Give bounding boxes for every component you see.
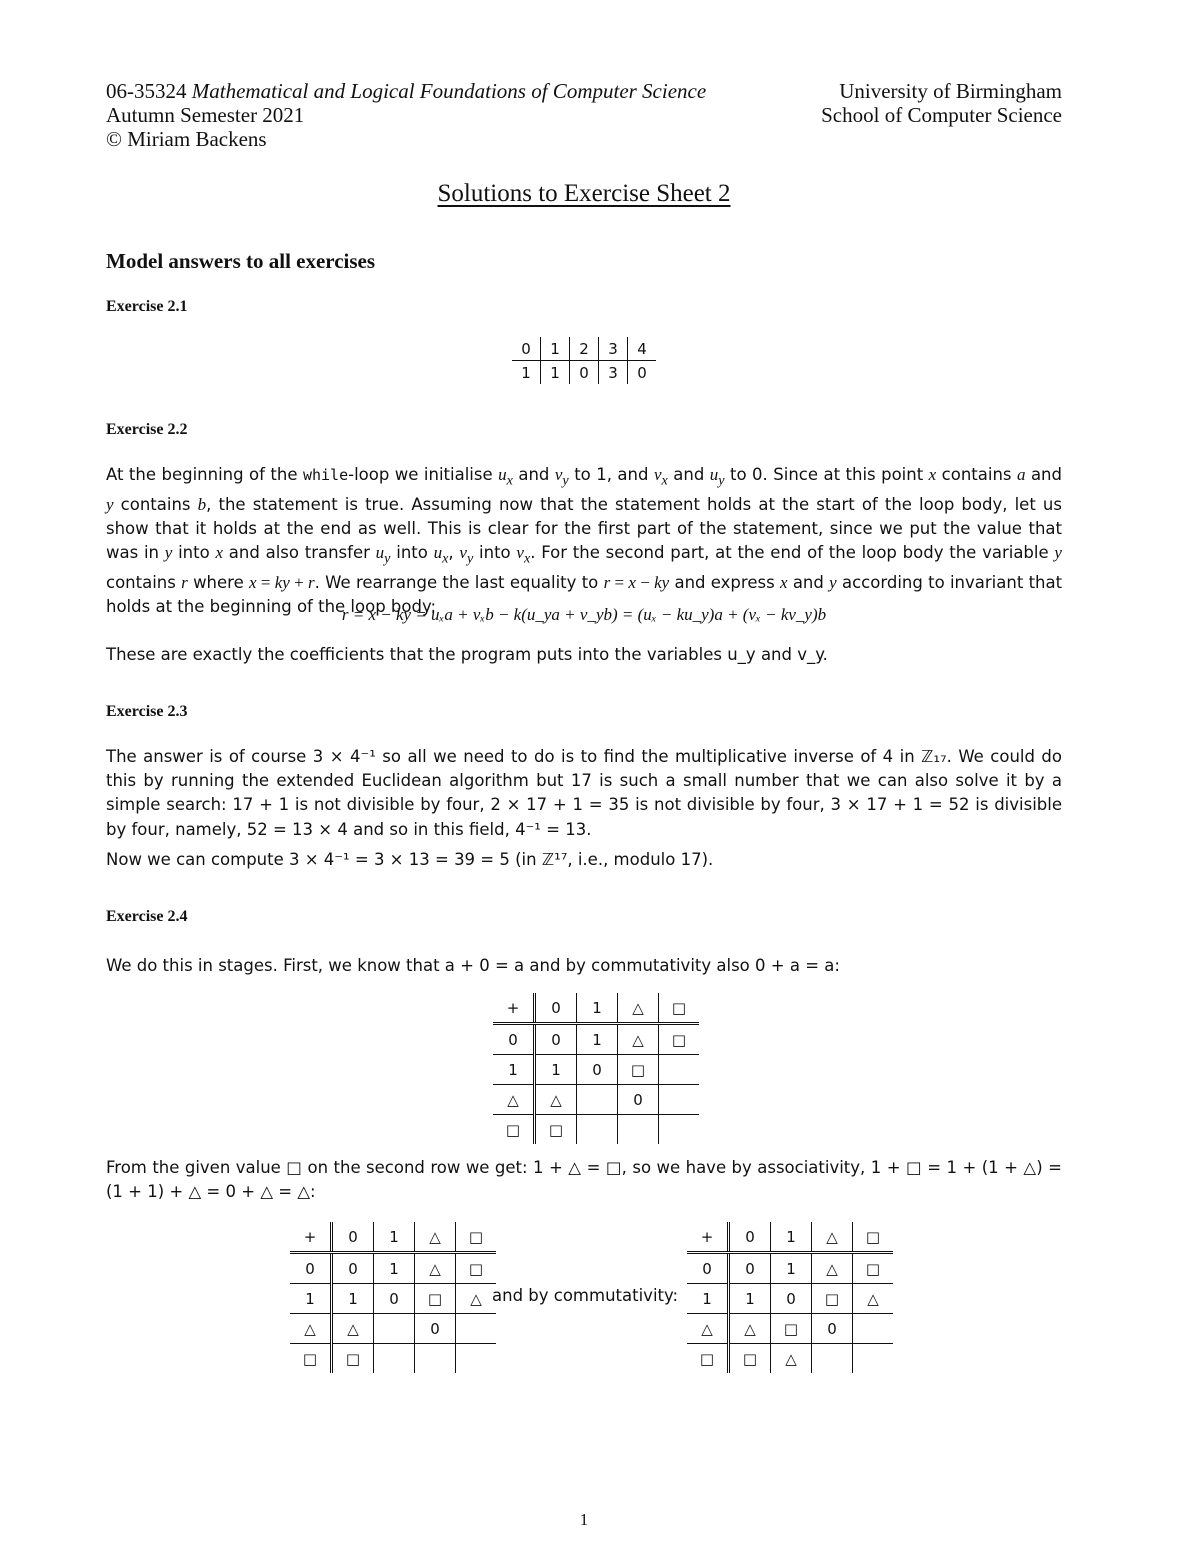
table-cell: □ xyxy=(812,1284,853,1314)
ex3-heading: Exercise 2.3 xyxy=(106,703,188,720)
table-cell xyxy=(577,1085,618,1115)
school: School of Computer Science xyxy=(821,103,1062,127)
table-cell xyxy=(659,1055,700,1085)
ex2-paragraph-2: These are exactly the coefficients that the program puts into the variables u_y and v_y. xyxy=(106,645,828,664)
table-cell: 2 xyxy=(570,337,599,361)
table-cell: 0 xyxy=(332,1222,374,1253)
table-cell: 3 xyxy=(599,337,628,361)
table-cell: 0 xyxy=(535,993,577,1024)
table-cell xyxy=(659,1085,700,1115)
author: © Miriam Backens xyxy=(106,127,267,151)
table-cell xyxy=(456,1344,497,1374)
table-cell: △ xyxy=(618,1024,659,1055)
table-cell: + xyxy=(493,993,535,1024)
table-cell: 0 xyxy=(729,1253,771,1284)
table-cell xyxy=(456,1314,497,1344)
table-cell: □ xyxy=(659,1024,700,1055)
code-while: while xyxy=(302,466,349,484)
ex2-heading: Exercise 2.2 xyxy=(106,421,188,438)
ex1-heading: Exercise 2.1 xyxy=(106,298,188,315)
table-cell: □ xyxy=(853,1253,894,1284)
course-title: Mathematical and Logical Foundations of Computer Science xyxy=(191,79,707,103)
table-cell: 1 xyxy=(771,1222,812,1253)
table-cell: 0 xyxy=(771,1284,812,1314)
table-cell xyxy=(415,1344,456,1374)
table-cell: 1 xyxy=(493,1055,535,1085)
table-cell xyxy=(812,1344,853,1374)
ex4-table-2 xyxy=(290,1222,496,1373)
ex2-paragraph: At the beginning of the while-loop we initialise $u_x$ and $v_y$ to 1, and $v_x$ and $u_y$ to 0. Since at this point x contains a and y contains b, the statement is true. Assuming now that the statement holds at the start of the loop body, let us show that it holds at the end as well. This is clear for the first part of the statement, since we put the value that was in y into x and also transfer $u_y$ into $u_x$, $v_y$ into $v_x$. For the second part, at the end of the loop body the variable y contains r where x = ky + r. We rearrange the last equality to r = x − ky and express x and y according to invariant that holds at the beginning of the loop body: xyxy=(106,465,1063,616)
table-cell: 4 xyxy=(628,337,657,361)
table-cell: □ xyxy=(302,1349,318,1368)
ex3-paragraph: The answer is of course 3 × 4⁻¹ so all we need to do is to find the multiplicative inverse of 4 in ℤ₁₇. We could do this by running the extended Euclidean algorithm but 17 is such a small number that we can also solve it by a simple search: 17 + 1 is not divisible by four, 2 × 17 + 1 = 35 is not divisible by four, 3 × 17 + 1 = 52 is divisible by four, namely, 52 = 13 × 4 and so in this field, 4⁻¹ = 13. xyxy=(106,747,1062,839)
table-cell: 1 xyxy=(577,1024,618,1055)
table-cell: 0 xyxy=(512,337,541,361)
table-cell: 1 xyxy=(577,993,618,1024)
table-cell: △ xyxy=(687,1314,729,1344)
table-cell: 0 xyxy=(332,1253,374,1284)
table-cell: 0 xyxy=(628,361,657,385)
ex4-table-3 xyxy=(687,1222,893,1373)
table-cell xyxy=(659,1115,700,1145)
table-cell: 1 xyxy=(541,361,570,385)
ex1-table xyxy=(512,337,656,384)
table-cell: △ xyxy=(493,1085,535,1115)
course-code: 06-35324 xyxy=(106,79,187,103)
table-cell xyxy=(374,1314,415,1344)
table-cell: □ xyxy=(456,1222,497,1253)
table-cell: 1 xyxy=(535,1055,577,1085)
ex2-equation: r = x − ky = uₓa + vₓb − k(u_ya + v_yb) = (uₓ − ku_y)a + (vₓ − kv_y)b xyxy=(341,605,827,624)
table-cell: △ xyxy=(812,1222,853,1253)
table-cell: △ xyxy=(535,1085,577,1115)
university: University of Birmingham xyxy=(839,79,1062,103)
table-cell: □ xyxy=(415,1284,456,1314)
table-cell: □ xyxy=(771,1314,812,1344)
ex4-table-1 xyxy=(493,993,699,1144)
table-cell: 0 xyxy=(535,1024,577,1055)
table-cell xyxy=(374,1344,415,1374)
table-cell: △ xyxy=(456,1284,497,1314)
table-cell: □ xyxy=(659,993,700,1024)
table-cell: □ xyxy=(332,1344,374,1374)
table-cell: 3 xyxy=(599,361,628,385)
course-line xyxy=(106,79,706,103)
table-cell: 0 xyxy=(687,1253,729,1284)
table-cell xyxy=(853,1314,894,1344)
ex4-paragraph-2: From the given value □ on the second row we get: 1 + △ = □, so we have by associativity, 1 + □ = 1 + (1 + △) = (1 + 1) + △ = 0 + △ = △: xyxy=(106,1158,1062,1202)
table-cell: 0 xyxy=(290,1253,332,1284)
table-cell: □ xyxy=(699,1349,715,1368)
table-cell: △ xyxy=(853,1284,894,1314)
table-cell: 1 xyxy=(290,1284,332,1314)
table-cell: 0 xyxy=(493,1024,535,1055)
table-cell: □ xyxy=(505,1120,521,1139)
table-cell: △ xyxy=(290,1314,332,1344)
section-heading: Model answers to all exercises xyxy=(106,249,376,273)
table-cell: □ xyxy=(456,1253,497,1284)
table-cell: △ xyxy=(332,1314,374,1344)
table-cell: 1 xyxy=(374,1222,415,1253)
table-cell: 0 xyxy=(812,1314,853,1344)
table-cell: 1 xyxy=(729,1284,771,1314)
table-cell: + xyxy=(687,1222,729,1253)
table-cell xyxy=(618,1115,659,1145)
table-cell: 0 xyxy=(415,1314,456,1344)
table-cell: 0 xyxy=(374,1284,415,1314)
table-cell: △ xyxy=(729,1314,771,1344)
ex4-heading: Exercise 2.4 xyxy=(106,908,188,925)
ex4-paragraph: We do this in stages. First, we know that a + 0 = a and by commutativity also 0 + a = a: xyxy=(106,956,840,975)
table-cell: 1 xyxy=(332,1284,374,1314)
page-title: Solutions to Exercise Sheet 2 xyxy=(437,180,731,207)
table-cell: □ xyxy=(853,1222,894,1253)
table-cell: △ xyxy=(415,1222,456,1253)
table-cell: 0 xyxy=(618,1085,659,1115)
table-cell: 0 xyxy=(729,1222,771,1253)
table-cell: □ xyxy=(535,1115,577,1145)
ex3-paragraph-2: Now we can compute 3 × 4⁻¹ = 3 × 13 = 39 = 5 (in ℤ¹⁷, i.e., modulo 17). xyxy=(106,850,714,869)
table-cell: □ xyxy=(729,1344,771,1374)
table-cell: △ xyxy=(618,993,659,1024)
table-cell: 1 xyxy=(687,1284,729,1314)
page-number: 1 xyxy=(579,1510,589,1529)
table-cell xyxy=(577,1115,618,1145)
table-cell: 1 xyxy=(771,1253,812,1284)
table-cell: □ xyxy=(618,1055,659,1085)
table-cell: + xyxy=(290,1222,332,1253)
semester: Autumn Semester 2021 xyxy=(106,103,305,127)
table-cell: 0 xyxy=(570,361,599,385)
table-cell xyxy=(853,1344,894,1374)
between-label: and by commutativity: xyxy=(492,1286,679,1305)
table-cell: 1 xyxy=(374,1253,415,1284)
table-cell: △ xyxy=(771,1344,812,1374)
table-cell: △ xyxy=(415,1253,456,1284)
table-cell: △ xyxy=(812,1253,853,1284)
table-cell: 0 xyxy=(577,1055,618,1085)
table-cell: 1 xyxy=(541,337,570,361)
table-cell: 1 xyxy=(521,363,531,382)
